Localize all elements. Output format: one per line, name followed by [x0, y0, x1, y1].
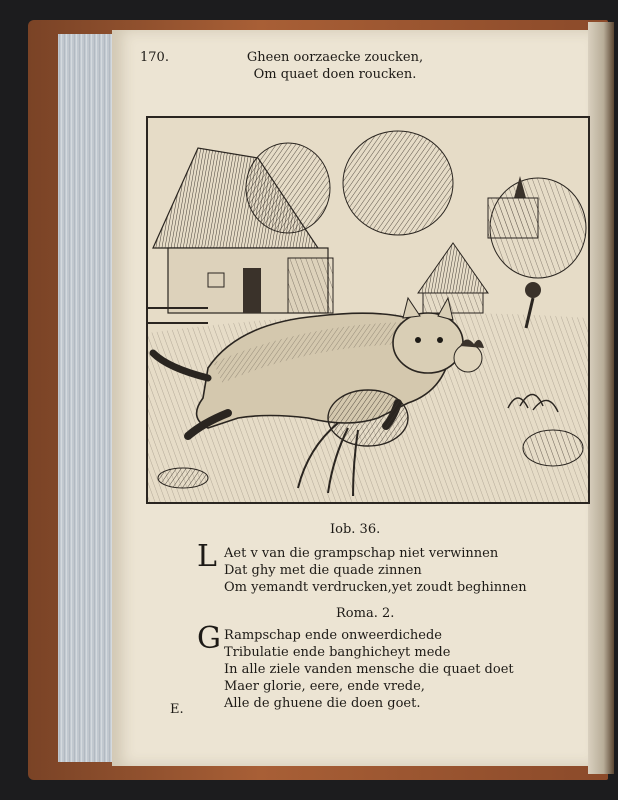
- verse-line: Tribulatie ende banghicheyt mede: [224, 645, 451, 660]
- mouse: [158, 468, 208, 488]
- page-edges: [58, 34, 115, 762]
- page-number: 170.: [140, 50, 169, 65]
- verse-roma: [224, 627, 514, 712]
- page-header: [200, 49, 470, 83]
- verse-line: Maer glorie, eere, ende vrede,: [224, 679, 425, 694]
- catchword: E.: [170, 702, 184, 717]
- tree-center: [343, 131, 453, 235]
- rooster: [328, 390, 408, 446]
- verse-line: In alle ziele vanden mensche die quaet doet: [224, 662, 514, 677]
- scripture-reference-roma: Roma. 2.: [336, 606, 395, 621]
- figure-walking: [525, 282, 541, 298]
- verse-job: [224, 545, 527, 596]
- verse-line: Dat ghy met die quade zinnen: [224, 563, 422, 578]
- verse-line: Om yemandt verdrucken,yet zoudt beghinnen: [224, 580, 527, 595]
- header-line-2: Om quaet doen roucken.: [253, 67, 417, 82]
- verse-line: Aet v van die grampschap niet verwinnen: [224, 546, 499, 561]
- rock: [523, 430, 583, 466]
- barn-wall: [288, 258, 333, 313]
- verse-line: Rampschap ende onweerdichede: [224, 628, 442, 643]
- verse-line: Alle de ghuene die doen goet.: [224, 696, 421, 711]
- rooster-head: [454, 344, 482, 372]
- header-line-1: Gheen oorzaecke zoucken,: [246, 50, 424, 65]
- scripture-reference-job: Iob. 36.: [330, 522, 381, 537]
- woodcut-svg: [148, 118, 588, 502]
- woodcut-illustration: [146, 116, 590, 504]
- drop-cap-g: G: [197, 621, 221, 656]
- church: [488, 198, 538, 238]
- drop-cap-l: L: [197, 539, 217, 574]
- cottage-door: [243, 268, 261, 313]
- facing-page-edge: [588, 22, 614, 774]
- cat-head: [393, 313, 463, 373]
